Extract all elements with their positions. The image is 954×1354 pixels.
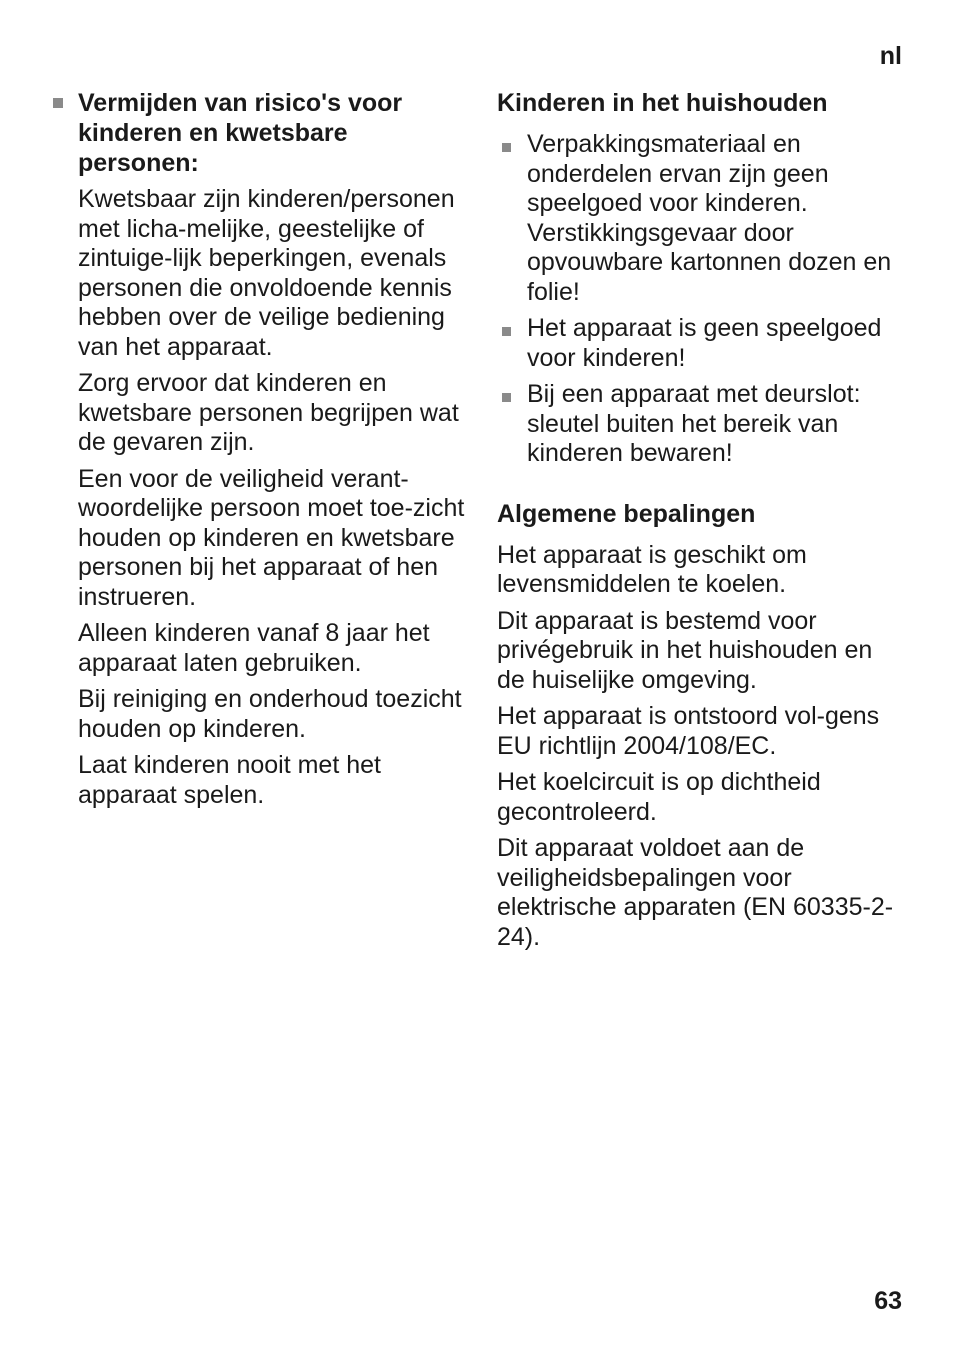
list-item-text: Het apparaat is geen speelgoed voor kinderen!	[527, 314, 882, 372]
language-code: nl	[879, 42, 902, 70]
list-item	[497, 314, 907, 373]
paragraph: Dit apparaat voldoet aan de veiligheidsbepalingen voor elektrische apparaten (EN 60335-2-24).	[497, 834, 894, 951]
page-number: 63	[874, 1287, 902, 1315]
paragraph: Alleen kinderen vanaf 8 jaar het apparaat laten gebruiken.	[78, 619, 430, 677]
risk-paragraphs	[48, 185, 468, 810]
paragraph: Zorg ervoor dat kinderen en kwetsbare personen begrijpen wat de gevaren zijn.	[78, 369, 459, 456]
list-item-text: Bij een apparaat met deurslot: sleutel buiten het bereik van kinderen bewaren!	[527, 380, 861, 467]
children-bullet-list	[497, 130, 907, 469]
paragraph: Kwetsbaar zijn kinderen/personen met licha-melijke, geestelijke of zintuige-lijk beperkingen, evenals personen die onvoldoende kennis hebben over de veilige bediening van het apparaat.	[78, 185, 455, 361]
square-bullet-icon	[53, 98, 63, 108]
right-column	[497, 88, 907, 959]
paragraph: Het apparaat is geschikt om levensmiddelen te koelen.	[497, 540, 807, 598]
paragraph: Bij reiniging en onderhoud toezicht houden op kinderen.	[78, 685, 462, 743]
paragraph: Dit apparaat is bestemd voor privégebruik in het huishouden en de huiselijke omgeving.	[497, 606, 873, 694]
section-heading-children: Kinderen in het huishouden	[497, 89, 828, 117]
paragraph: Het koelcircuit is op dichtheid gecontroleerd.	[497, 768, 821, 826]
left-column	[48, 88, 468, 817]
paragraph: Het apparaat is ontstoord vol-gens EU richtlijn 2004/108/EC.	[497, 702, 880, 760]
section-heading-general: Algemene bepalingen	[497, 499, 756, 528]
list-item	[497, 380, 907, 469]
square-bullet-icon	[502, 327, 511, 336]
list-item	[497, 130, 907, 307]
bullet-section-risks	[48, 88, 468, 178]
square-bullet-icon	[502, 143, 511, 152]
square-bullet-icon	[502, 393, 511, 402]
list-item-text: Verpakkingsmateriaal en onderdelen ervan zijn geen speelgoed voor kinderen. Verstikkingsgevaar door opvouwbare kartonnen dozen en folie!	[527, 130, 892, 306]
paragraph: Een voor de veiligheid verant-woordelijke persoon moet toe-zicht houden op kinderen en kwetsbare personen bij het apparaat of hen instrueren.	[78, 464, 465, 611]
risk-heading: Vermijden van risico's voor kinderen en kwetsbare personen:	[78, 89, 403, 177]
paragraph: Laat kinderen nooit met het apparaat spelen.	[78, 751, 381, 809]
